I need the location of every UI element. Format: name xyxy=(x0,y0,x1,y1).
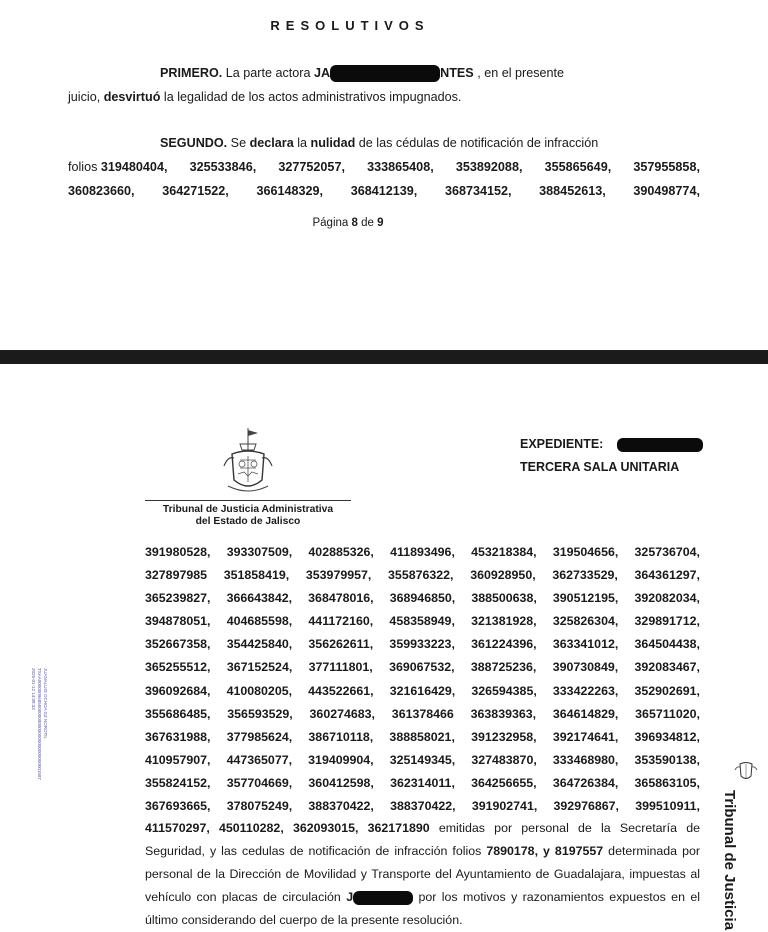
actor-name-end: NTES xyxy=(440,66,474,80)
resolutivos-heading: RESOLUTIVOS xyxy=(270,18,430,33)
redacted-expediente xyxy=(617,438,703,452)
segundo-folios-line2: 360823660, 364271522, 366148329, 368412139, 368734152, 388452613, 390498774, xyxy=(68,184,700,198)
signature-side-text: JUANALUIS OCHOA GZ NOROTIL TSAA0000009685000000000000000000000000001587 2026-01-12 14:08:33 xyxy=(31,668,48,780)
folio-row: 355686485, 356593529, 360274683, 361378466 363839363, 364614829, 365711020, xyxy=(145,706,700,721)
primero-label: PRIMERO. xyxy=(160,66,223,80)
folio-row: 410957907, 447365077, 319409904, 325149345, 327483870, 333468980, 353590138, xyxy=(145,752,700,767)
folio-row: 352667358, 354425840, 356262611, 359933223, 361224396, 363341012, 364504438, xyxy=(145,637,700,652)
folios-final: 411570297, 450110282, 362093015, 362171890 xyxy=(145,821,430,835)
folio-row: 365239827, 366643842, 368478016, 368946850, 388500638, 390512195, 392082034, xyxy=(145,591,700,606)
folio-row: 355824152, 357704669, 360412598, 362314011, 364256655, 364726384, 365863105, xyxy=(145,775,700,790)
expediente-label: EXPEDIENTE: xyxy=(520,437,604,451)
segundo-line1: SEGUNDO. Se declara la nulidad de las cédulas de notificación de infracción xyxy=(160,136,599,150)
tribunal-name: Tribunal de Justicia Administrativa del Estado de Jalisco xyxy=(162,504,334,527)
jalisco-crest-icon xyxy=(218,426,278,498)
folios-movilidad: 7890178, y 8197557 xyxy=(486,844,604,859)
page-divider xyxy=(0,350,768,364)
redacted-plate xyxy=(353,891,413,905)
folio-table xyxy=(145,541,700,818)
primero-line2: juicio, desvirtuó la legalidad de los actos administrativos impugnados. xyxy=(68,90,462,104)
tribunal-vertical-text: Tribunal de Justicia xyxy=(721,790,738,931)
segundo-label: SEGUNDO. xyxy=(160,136,228,150)
tribunal-rule xyxy=(145,500,351,501)
closing-paragraph: 411570297, 450110282, 362093015, 362171890 emitidas por personal de la Secretaría de Seguridad, y las cedulas de notificación de infracción folios 7890178, y 8197557 determinada por personal de la Dirección de Movilidad y Transporte del Ayuntamiento de Guadalajara, impuestas al vehículo con placas de circulación J por los motivos y razonamientos expuestos en el último considerando del cuerpo de la presente resolución. xyxy=(145,821,700,928)
actor-name-start: JA xyxy=(314,66,331,80)
folio-row: 327897985 351858419, 353979957, 355876322, 360928950, 362733529, 364361297, xyxy=(145,568,700,583)
desvirtuo-word: desvirtuó xyxy=(103,90,161,104)
page-number: Página 8 de 9 xyxy=(312,217,384,229)
redacted-actor-name xyxy=(330,65,440,82)
folio-row: 394878051, 404685598, 441172160, 458358949, 321381928, 325826304, 329891712, xyxy=(145,614,700,629)
expediente-block xyxy=(520,433,703,479)
sala-label: TERCERA SALA UNITARIA xyxy=(520,460,680,474)
folio-row: 367631988, 377985624, 386710118, 388858021, 391232958, 392174641, 396934812, xyxy=(145,729,700,744)
folio-row: 367693665, 378075249, 388370422, 388370422, 391902741, 392976867, 399510911, xyxy=(145,799,700,814)
folio-row: 391980528, 393307509, 402885326, 411893496, 453218384, 319504656, 325736704, xyxy=(145,545,700,559)
folio-row: 396092684, 410080205, 443522661, 321616429, 326594385, 333422263, 352902691, xyxy=(145,683,700,698)
primero-line1: PRIMERO. La parte actora JA NTES , en el presente xyxy=(160,62,700,84)
folio-row: 365255512, 367152524, 377111801, 369067532, 388725236, 390730849, 392083467, xyxy=(145,660,700,675)
tribunal-logo-icon xyxy=(732,760,760,782)
segundo-folios-line1: folios 319480404, 325533846, 327752057, 333865408, 353892088, 355865649, 357955858, xyxy=(68,160,700,174)
